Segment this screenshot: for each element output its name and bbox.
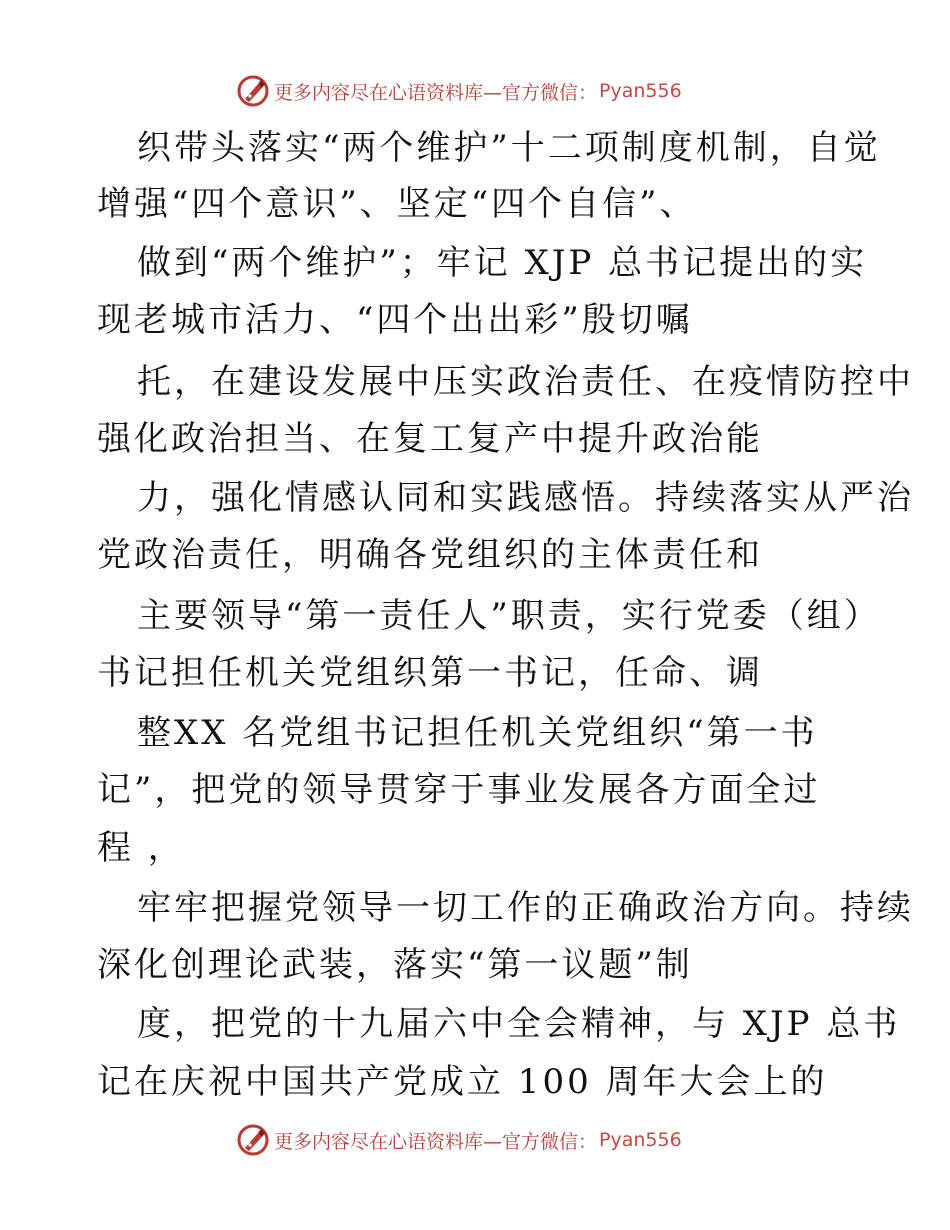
text-line: 程 ， bbox=[97, 828, 185, 868]
text-line: 现老城市活力、“四个出出彩”殷切嘱 bbox=[97, 300, 693, 340]
text-line: 党政治责任，明确各党组织的主体责任和 bbox=[97, 535, 763, 575]
text-line: 书记担任机关党组织第一书记，任命、调 bbox=[97, 653, 763, 693]
watermark-text: 更多内容尽在心语资料库—官方微信： bbox=[274, 1130, 598, 1153]
text-line: 力，强化情感认同和实践感悟。持续落实从严治 bbox=[137, 478, 914, 518]
watermark-handle: Pyan556 bbox=[599, 80, 682, 102]
text-line: 托，在建设发展中压实政治责任、在疫情防控中 bbox=[137, 362, 914, 402]
text-line: 记在庆祝中国共产党成立 100 周年大会上的 bbox=[97, 1062, 828, 1102]
text-line: 主要领导“第一责任人”职责，实行党委（组） bbox=[137, 596, 881, 636]
text-line: 深化创理论武装，落实“第一议题”制 bbox=[97, 945, 693, 985]
watermark-footer bbox=[236, 1123, 682, 1157]
text-line: 记”，把党的领导贯穿于事业发展各方面全过 bbox=[97, 770, 821, 810]
watermark-handle: Pyan556 bbox=[599, 1129, 682, 1151]
text-line: 增强“四个意识”、坚定“四个自信”、 bbox=[97, 184, 697, 224]
text-line: 做到“两个维护”；牢记 XJP 总书记提出的实 bbox=[137, 243, 868, 283]
pen-nib-logo-icon bbox=[236, 1123, 270, 1157]
text-line: 牢牢把握党领导一切工作的正确政治方向。持续 bbox=[137, 888, 914, 928]
text-line: 整XX 名党组书记担任机关党组织“第一书 bbox=[137, 713, 818, 753]
text-line: 强化政治担当、在复工复产中提升政治能 bbox=[97, 419, 763, 459]
text-line: 度，把党的十九届六中全会精神，与 XJP 总书 bbox=[137, 1004, 901, 1044]
text-line: 织带头落实“两个维护”十二项制度机制，自觉 bbox=[137, 128, 881, 168]
watermark-text: 更多内容尽在心语资料库—官方微信： bbox=[274, 81, 598, 104]
